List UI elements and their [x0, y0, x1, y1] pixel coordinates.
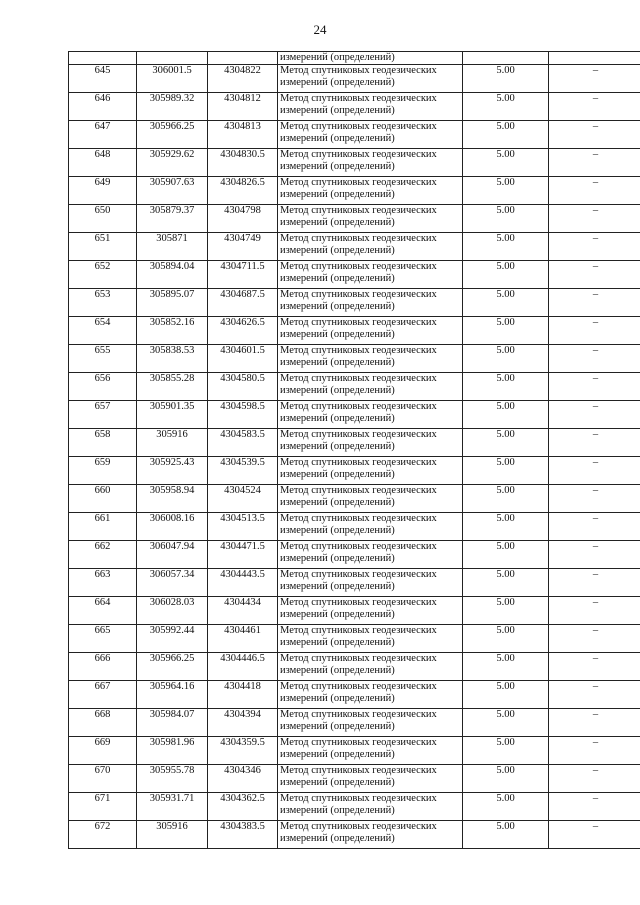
method-line-1: Метод спутниковых геодезических [280, 597, 437, 608]
table-row [69, 205, 640, 233]
method-line-2: измерений (определений) [280, 805, 395, 816]
cell-num: 670 [69, 765, 137, 793]
table-row [69, 93, 640, 121]
method-line-1: Метод спутниковых геодезических [280, 205, 437, 216]
cell-dash: – [549, 121, 640, 149]
continuation-row [69, 52, 640, 65]
cell-dash: – [549, 513, 640, 541]
cell-error: 5.00 [463, 401, 549, 429]
cell-method [278, 121, 463, 149]
cell-error: 5.00 [463, 65, 549, 93]
cell-x: 305992.44 [137, 625, 208, 653]
cell-num: 652 [69, 261, 137, 289]
cell-method [278, 429, 463, 457]
cell-dash: – [549, 765, 640, 793]
table-row [69, 737, 640, 765]
method-line-1: Метод спутниковых геодезических [280, 317, 437, 328]
cell-y: 4304513.5 [208, 513, 278, 541]
table-row [69, 765, 640, 793]
cell-y: 4304687.5 [208, 289, 278, 317]
method-line-2: измерений (определений) [280, 469, 395, 480]
method-line-1: Метод спутниковых геодезических [280, 681, 437, 692]
method-line-1: Метод спутниковых геодезических [280, 149, 437, 160]
cell-error: 5.00 [463, 93, 549, 121]
cell-method [278, 821, 463, 849]
table-row [69, 457, 640, 485]
cell-method: измерений (определений) [278, 52, 463, 65]
cell-x: 305838.53 [137, 345, 208, 373]
method-line-2: измерений (определений) [280, 245, 395, 256]
cell-dash: – [549, 345, 640, 373]
cell-method [278, 205, 463, 233]
method-line-2: измерений (определений) [280, 77, 395, 88]
cell-x: 305958.94 [137, 485, 208, 513]
cell-method [278, 737, 463, 765]
cell-y: 4304711.5 [208, 261, 278, 289]
cell-num: 653 [69, 289, 137, 317]
cell-method [278, 653, 463, 681]
table-row [69, 429, 640, 457]
method-line-1: Метод спутниковых геодезических [280, 373, 437, 384]
cell-num: 659 [69, 457, 137, 485]
cell-num: 671 [69, 793, 137, 821]
cell-method [278, 317, 463, 345]
cell-method [278, 569, 463, 597]
cell-method [278, 765, 463, 793]
table-row [69, 401, 640, 429]
cell-x: 306047.94 [137, 541, 208, 569]
table-row [69, 121, 640, 149]
table-row [69, 65, 640, 93]
cell-x: 305966.25 [137, 653, 208, 681]
cell-num: 657 [69, 401, 137, 429]
cell-y: 4304394 [208, 709, 278, 737]
cell-error: 5.00 [463, 373, 549, 401]
cell-error: 5.00 [463, 345, 549, 373]
cell-x: 305925.43 [137, 457, 208, 485]
cell-num: 650 [69, 205, 137, 233]
cell-dash: – [549, 541, 640, 569]
cell-error: 5.00 [463, 821, 549, 849]
method-line-2: измерений (определений) [280, 441, 395, 452]
cell-num [69, 52, 137, 65]
cell-num: 654 [69, 317, 137, 345]
method-line-2: измерений (определений) [280, 721, 395, 732]
method-line-2: измерений (определений) [280, 413, 395, 424]
cell-method [278, 485, 463, 513]
cell-error: 5.00 [463, 261, 549, 289]
cell-error: 5.00 [463, 625, 549, 653]
method-line-1: Метод спутниковых геодезических [280, 485, 437, 496]
method-line-1: Метод спутниковых геодезических [280, 821, 437, 832]
cell-error: 5.00 [463, 457, 549, 485]
cell-num: 660 [69, 485, 137, 513]
cell-x: 305955.78 [137, 765, 208, 793]
method-line-2: измерений (определений) [280, 693, 395, 704]
cell-error: 5.00 [463, 289, 549, 317]
cell-num: 647 [69, 121, 137, 149]
cell-y: 4304812 [208, 93, 278, 121]
cell-method [278, 793, 463, 821]
cell-method [278, 457, 463, 485]
cell-y: 4304598.5 [208, 401, 278, 429]
table-row [69, 373, 640, 401]
cell-error: 5.00 [463, 737, 549, 765]
cell-y: 4304362.5 [208, 793, 278, 821]
method-line-2: измерений (определений) [280, 833, 395, 844]
cell-dash: – [549, 681, 640, 709]
method-line-1: Метод спутниковых геодезических [280, 625, 437, 636]
cell-num: 668 [69, 709, 137, 737]
method-line-2: измерений (определений) [280, 609, 395, 620]
cell-x [137, 52, 208, 65]
method-line-2: измерений (определений) [280, 105, 395, 116]
cell-x: 305907.63 [137, 177, 208, 205]
cell-num: 651 [69, 233, 137, 261]
cell-y: 4304626.5 [208, 317, 278, 345]
table-row [69, 261, 640, 289]
method-line-1: Метод спутниковых геодезических [280, 261, 437, 272]
cell-dash: – [549, 793, 640, 821]
cell-dash: – [549, 93, 640, 121]
cell-x: 305984.07 [137, 709, 208, 737]
cell-x: 305852.16 [137, 317, 208, 345]
cell-y: 4304539.5 [208, 457, 278, 485]
method-line-2: измерений (определений) [280, 497, 395, 508]
method-line-1: Метод спутниковых геодезических [280, 653, 437, 664]
cell-num: 646 [69, 93, 137, 121]
cell-y: 4304359.5 [208, 737, 278, 765]
table-row [69, 289, 640, 317]
method-line-1: Метод спутниковых геодезических [280, 429, 437, 440]
cell-method [278, 233, 463, 261]
cell-y: 4304346 [208, 765, 278, 793]
table-row [69, 345, 640, 373]
method-line-2: измерений (определений) [280, 749, 395, 760]
cell-dash: – [549, 597, 640, 625]
method-line-2: измерений (определений) [280, 133, 395, 144]
method-line-1: Метод спутниковых геодезических [280, 93, 437, 104]
cell-dash [549, 52, 640, 65]
cell-method [278, 709, 463, 737]
cell-y: 4304383.5 [208, 821, 278, 849]
cell-num: 661 [69, 513, 137, 541]
method-line-1: Метод спутниковых геодезических [280, 345, 437, 356]
method-line-2: измерений (определений) [280, 357, 395, 368]
cell-num: 649 [69, 177, 137, 205]
cell-num: 667 [69, 681, 137, 709]
method-line-1: Метод спутниковых геодезических [280, 457, 437, 468]
cell-dash: – [549, 821, 640, 849]
cell-dash: – [549, 737, 640, 765]
cell-dash: – [549, 205, 640, 233]
cell-x: 306001.5 [137, 65, 208, 93]
table-row [69, 821, 640, 849]
cell-y: 4304822 [208, 65, 278, 93]
cell-x: 305989.32 [137, 93, 208, 121]
cell-dash: – [549, 625, 640, 653]
cell-error: 5.00 [463, 541, 549, 569]
cell-error: 5.00 [463, 429, 549, 457]
table-row [69, 177, 640, 205]
cell-x: 305964.16 [137, 681, 208, 709]
method-line-2: измерений (определений) [280, 553, 395, 564]
cell-method [278, 65, 463, 93]
table-body [69, 52, 640, 849]
table-row [69, 625, 640, 653]
cell-num: 666 [69, 653, 137, 681]
cell-dash: – [549, 289, 640, 317]
method-line-1: Метод спутниковых геодезических [280, 737, 437, 748]
cell-dash: – [549, 65, 640, 93]
cell-x: 305929.62 [137, 149, 208, 177]
method-line-1: Метод спутниковых геодезических [280, 793, 437, 804]
cell-error: 5.00 [463, 569, 549, 597]
cell-x: 305916 [137, 821, 208, 849]
cell-x: 306028.03 [137, 597, 208, 625]
method-line-2: измерений (определений) [280, 161, 395, 172]
cell-error: 5.00 [463, 233, 549, 261]
cell-error: 5.00 [463, 317, 549, 345]
cell-dash: – [549, 569, 640, 597]
cell-method [278, 177, 463, 205]
cell-method [278, 373, 463, 401]
cell-method [278, 289, 463, 317]
cell-error: 5.00 [463, 681, 549, 709]
method-line-2: измерений (определений) [280, 301, 395, 312]
method-line-2: измерений (определений) [280, 329, 395, 340]
cell-error: 5.00 [463, 205, 549, 233]
cell-method [278, 401, 463, 429]
method-line-1: Метод спутниковых геодезических [280, 765, 437, 776]
cell-num: 664 [69, 597, 137, 625]
method-line-2: измерений (определений) [280, 385, 395, 396]
cell-num: 669 [69, 737, 137, 765]
cell-y: 4304471.5 [208, 541, 278, 569]
cell-error: 5.00 [463, 485, 549, 513]
cell-x: 306057.34 [137, 569, 208, 597]
cell-method [278, 513, 463, 541]
method-line-1: Метод спутниковых геодезических [280, 121, 437, 132]
cell-x: 305901.35 [137, 401, 208, 429]
cell-x: 305871 [137, 233, 208, 261]
cell-x: 305981.96 [137, 737, 208, 765]
cell-error: 5.00 [463, 513, 549, 541]
cell-error: 5.00 [463, 793, 549, 821]
cell-y: 4304813 [208, 121, 278, 149]
table-row [69, 513, 640, 541]
cell-error [463, 52, 549, 65]
cell-y: 4304580.5 [208, 373, 278, 401]
method-line-1: Метод спутниковых геодезических [280, 65, 437, 76]
cell-method [278, 681, 463, 709]
method-line-1: Метод спутниковых геодезических [280, 289, 437, 300]
cell-dash: – [549, 429, 640, 457]
table-row [69, 597, 640, 625]
cell-dash: – [549, 177, 640, 205]
method-line-1: Метод спутниковых геодезических [280, 709, 437, 720]
cell-error: 5.00 [463, 765, 549, 793]
cell-error: 5.00 [463, 653, 549, 681]
cell-method [278, 597, 463, 625]
cell-y: 4304583.5 [208, 429, 278, 457]
cell-num: 665 [69, 625, 137, 653]
method-line-2: измерений (определений) [280, 637, 395, 648]
cell-x: 305916 [137, 429, 208, 457]
cell-num: 655 [69, 345, 137, 373]
cell-y: 4304443.5 [208, 569, 278, 597]
method-line-1: Метод спутниковых геодезических [280, 513, 437, 524]
cell-y: 4304601.5 [208, 345, 278, 373]
page-number: 24 [313, 22, 327, 37]
cell-method [278, 261, 463, 289]
cell-error: 5.00 [463, 597, 549, 625]
cell-y: 4304798 [208, 205, 278, 233]
cell-y: 4304524 [208, 485, 278, 513]
table-row [69, 681, 640, 709]
method-line-2: измерений (определений) [280, 777, 395, 788]
cell-y: 4304830.5 [208, 149, 278, 177]
cell-y [208, 52, 278, 65]
method-line-2: измерений (определений) [280, 525, 395, 536]
cell-error: 5.00 [463, 709, 549, 737]
method-line-2: измерений (определений) [280, 189, 395, 200]
cell-x: 306008.16 [137, 513, 208, 541]
cell-method [278, 93, 463, 121]
cell-error: 5.00 [463, 149, 549, 177]
cell-y: 4304749 [208, 233, 278, 261]
cell-num: 656 [69, 373, 137, 401]
method-line-2: измерений (определений) [280, 665, 395, 676]
method-line-2: измерений (определений) [280, 581, 395, 592]
table-row [69, 541, 640, 569]
cell-dash: – [549, 373, 640, 401]
method-line-1: Метод спутниковых геодезических [280, 177, 437, 188]
cell-dash: – [549, 709, 640, 737]
coordinates-table [68, 51, 640, 849]
cell-dash: – [549, 261, 640, 289]
method-line-1: Метод спутниковых геодезических [280, 541, 437, 552]
cell-num: 658 [69, 429, 137, 457]
cell-x: 305895.07 [137, 289, 208, 317]
table-row [69, 233, 640, 261]
cell-dash: – [549, 485, 640, 513]
method-line-2: измерений (определений) [280, 217, 395, 228]
cell-error: 5.00 [463, 177, 549, 205]
cell-dash: – [549, 149, 640, 177]
cell-method [278, 541, 463, 569]
cell-dash: – [549, 653, 640, 681]
cell-x: 305931.71 [137, 793, 208, 821]
cell-num: 645 [69, 65, 137, 93]
cell-y: 4304826.5 [208, 177, 278, 205]
cell-x: 305894.04 [137, 261, 208, 289]
cell-num: 672 [69, 821, 137, 849]
cell-method [278, 625, 463, 653]
cell-method [278, 149, 463, 177]
table-row [69, 149, 640, 177]
method-line-1: Метод спутниковых геодезических [280, 569, 437, 580]
cell-dash: – [549, 457, 640, 485]
cell-y: 4304461 [208, 625, 278, 653]
table-row [69, 485, 640, 513]
cell-y: 4304446.5 [208, 653, 278, 681]
cell-num: 662 [69, 541, 137, 569]
cell-dash: – [549, 233, 640, 261]
cell-y: 4304418 [208, 681, 278, 709]
cell-dash: – [549, 317, 640, 345]
cell-error: 5.00 [463, 121, 549, 149]
cell-num: 663 [69, 569, 137, 597]
table-row [69, 317, 640, 345]
cell-dash: – [549, 401, 640, 429]
method-line-1: Метод спутниковых геодезических [280, 401, 437, 412]
table-row [69, 709, 640, 737]
cell-x: 305879.37 [137, 205, 208, 233]
cell-method [278, 345, 463, 373]
cell-x: 305855.28 [137, 373, 208, 401]
method-line-2: измерений (определений) [280, 273, 395, 284]
table-row [69, 653, 640, 681]
cell-y: 4304434 [208, 597, 278, 625]
method-line-1: Метод спутниковых геодезических [280, 233, 437, 244]
table-row [69, 569, 640, 597]
cell-x: 305966.25 [137, 121, 208, 149]
table-row [69, 793, 640, 821]
cell-num: 648 [69, 149, 137, 177]
